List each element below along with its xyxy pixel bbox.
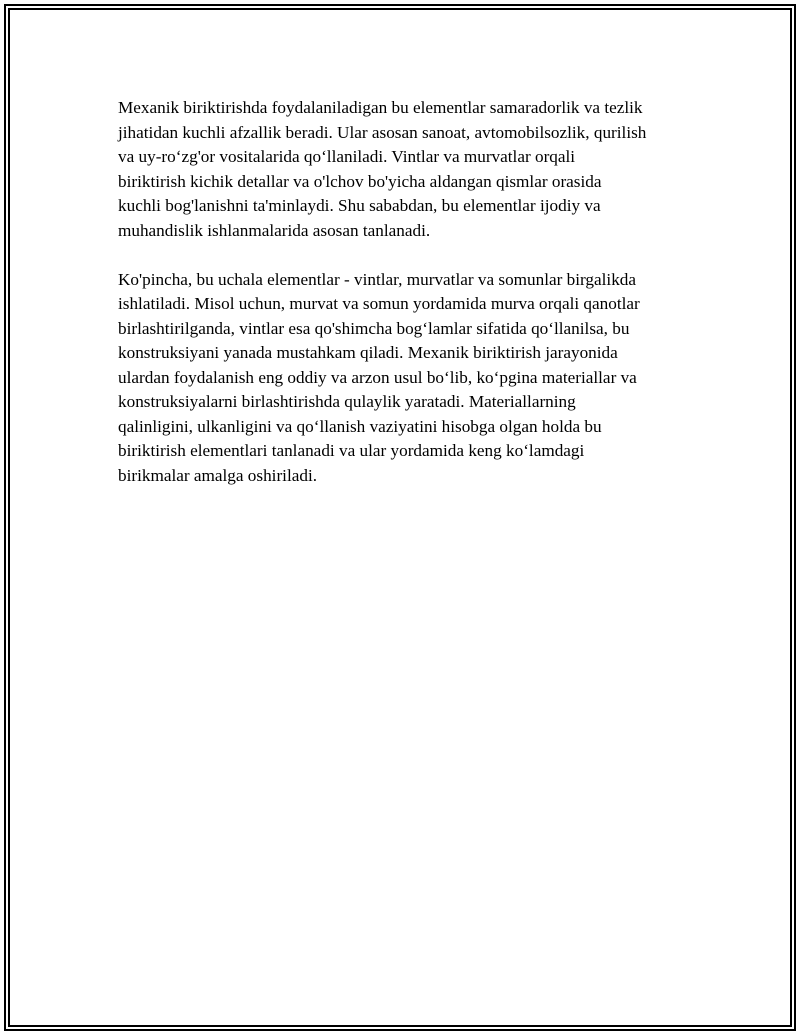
paragraph-2: Ko'pincha, bu uchala elementlar - vintlar, murvatlar va somunlar birgalikda ishlatiladi. Misol uchun, murvat va somun yordamida murva orqali qanotlar birlashtirilganda, vintlar esa qo'shimcha bog‘lamlar sifatida qo‘llanilsa, bu konstruksiyani yanada mustahkam qiladi. Mexanik biriktirish jarayonida ulardan foydalanish eng oddiy va arzon usul bo‘lib, ko‘pgina materiallar va konstruksiyalarni birlashtirishda qulaylik yaratadi. Materiallarning qalinligini, ulkanligini va qo‘llanish vaziyatini hisobga olgan holda bu biriktirish elementlari tanlanadi va ular yordamida keng ko‘lamdagi birikmalar amalga oshiriladi. <box>118 269 640 485</box>
page-border-outer <box>4 4 796 1031</box>
page-border-inner <box>8 8 792 1027</box>
document-body <box>118 96 698 513</box>
paragraph-1: Mexanik biriktirishda foydalaniladigan bu elementlar samaradorlik va tezlik jihatidan kuchli afzallik beradi. Ular asosan sanoat, avtomobilsozlik, qurilish va uy-ro‘zg'or vositalarida qo‘llaniladi. Vintlar va murvatlar orqali biriktirish kichik detallar va o'lchov bo'yicha aldangan qismlar orasida kuchli bog'lanishni ta'minlaydi. Shu sababdan, bu elementlar ijodiy va muhandislik ishlanmalarida asosan tanlanadi. <box>118 98 647 240</box>
